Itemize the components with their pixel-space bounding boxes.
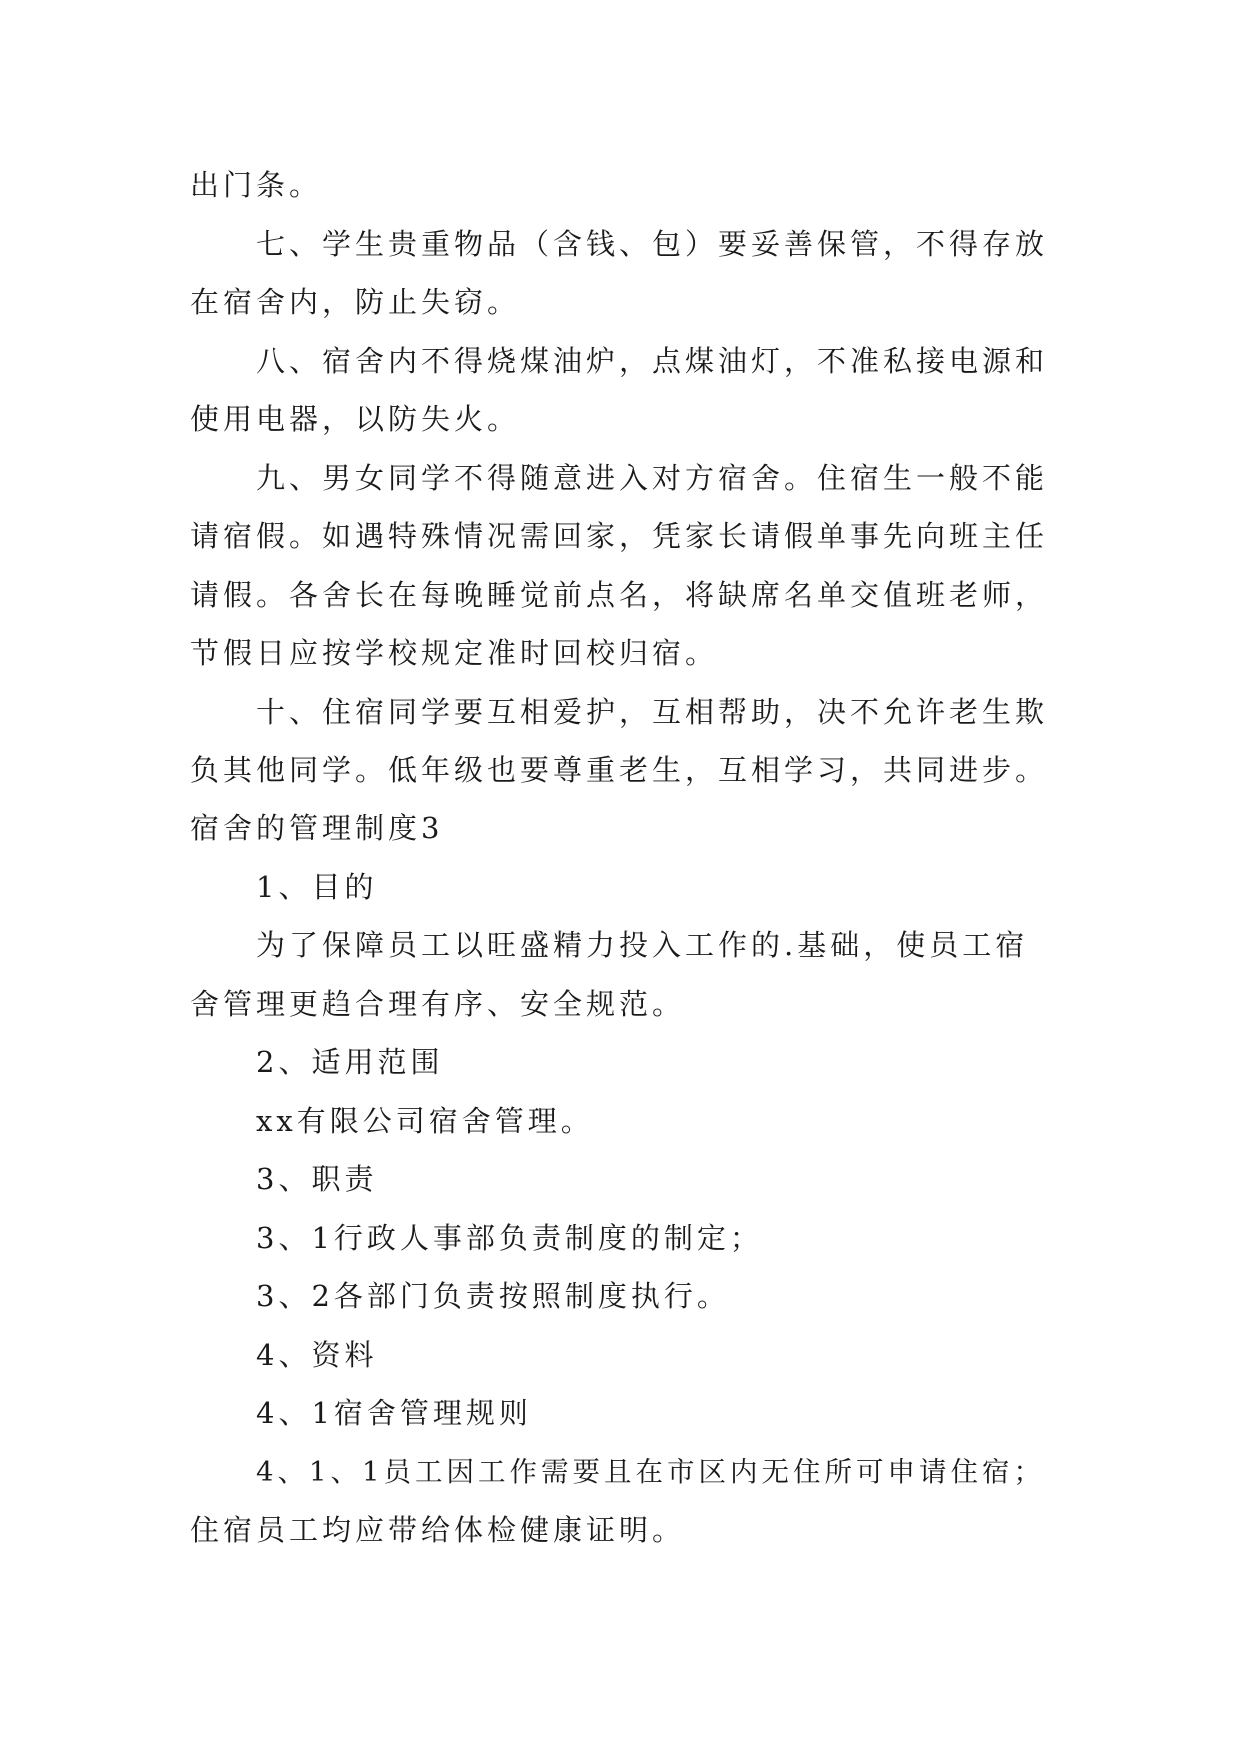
text-line: 舍管理更趋合理有序、安全规范。 xyxy=(190,987,686,1021)
text-line: 住宿员工均应带给体检健康证明。 xyxy=(190,1513,686,1547)
text-line: 八、宿舍内不得烧煤油炉，点煤油灯，不准私接电源和 xyxy=(256,344,1049,378)
text-line: 十、住宿同学要互相爱护，互相帮助，决不允许老生欺 xyxy=(256,695,1049,729)
text-line: xx有限公司宿舍管理。 xyxy=(256,1104,594,1138)
text-line: 请假。各舍长在每晚睡觉前点名，将缺席名单交值班老师， xyxy=(190,578,1049,612)
text-line: 4、1宿舍管理规则 xyxy=(256,1396,532,1430)
text-line: 九、男女同学不得随意进入对方宿舍。住宿生一般不能 xyxy=(256,461,1049,495)
text-line: 在宿舍内，防止失窃。 xyxy=(190,285,521,319)
text-line: 4、资料 xyxy=(256,1338,378,1372)
text-line: 出门条。 xyxy=(190,168,323,202)
text-line: 3、职责 xyxy=(256,1162,378,1196)
text-line: 4、1、1员工因工作需要且在市区内无住所可申请住宿； xyxy=(256,1456,1045,1488)
text-line: 节假日应按学校规定准时回校归宿。 xyxy=(190,636,719,670)
text-line: 2、适用范围 xyxy=(256,1045,444,1079)
text-line: 3、1行政人事部负责制度的制定； xyxy=(256,1221,763,1255)
text-line: 为了保障员工以旺盛精力投入工作的.基础，使员工宿 xyxy=(256,928,1029,962)
text-line: 七、学生贵重物品（含钱、包）要妥善保管，不得存放 xyxy=(256,227,1049,261)
section-heading: 宿舍的管理制度3 xyxy=(190,811,444,845)
text-line: 3、2各部门负责按照制度执行。 xyxy=(256,1279,730,1313)
text-line: 负其他同学。低年级也要尊重老生，互相学习，共同进步。 xyxy=(190,753,1049,787)
text-line: 1、目的 xyxy=(256,870,378,904)
text-line: 使用电器，以防失火。 xyxy=(190,402,521,436)
text-line: 请宿假。如遇特殊情况需回家，凭家长请假单事先向班主任 xyxy=(190,519,1049,553)
